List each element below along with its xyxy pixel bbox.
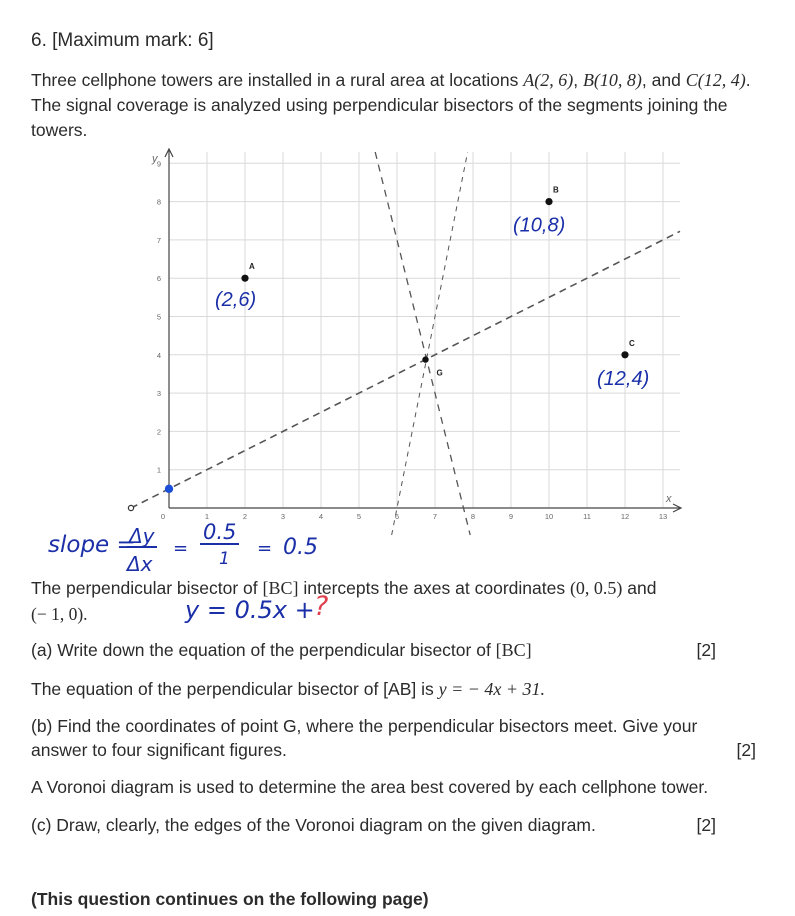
question-number: 6. [31, 30, 47, 51]
y-tick-label: 7 [156, 235, 161, 245]
part-a-segment: [BC] [495, 640, 532, 660]
intercept-point [165, 485, 173, 493]
y-tick-label: 5 [156, 312, 161, 322]
axes [165, 149, 681, 512]
part-a-text: (a) Write down the equation of the perpendicular bisector of [31, 640, 496, 660]
point-b-coord: B(10, 8) [582, 70, 642, 90]
bisector-lines [131, 152, 680, 535]
intro-sep: , [573, 70, 583, 90]
point-b-label: B [553, 185, 559, 195]
part-c-text: (c) Draw, clearly, the edges of the Voronoi diagram on the given diagram. [31, 815, 596, 835]
part-b-text: (b) Find the coordinates of point G, where the perpendicular bisectors meet. Give your answer to four significant figures. [31, 716, 698, 760]
y-tick-label: 3 [156, 389, 161, 399]
y-axis-label: y [152, 153, 158, 165]
part-b-marks: [2] [736, 740, 756, 760]
continues-note: (This question continues on the following page) [31, 889, 429, 909]
slope-dy: Δy [129, 524, 155, 548]
x-tick-label: 1 [204, 512, 210, 521]
part-a [31, 638, 716, 662]
y-tick-label: 8 [156, 197, 161, 207]
point-a [241, 275, 248, 282]
point-c-label: C [629, 338, 635, 348]
x-tick-label: 12 [620, 512, 630, 521]
ab-equation: y = − 4x + 31. [438, 679, 546, 699]
part-a-marks: [2] [696, 640, 716, 660]
intro-text: Three cellphone towers are installed in a rural area at locations [31, 70, 524, 90]
origin-handwritten-circle [128, 505, 133, 510]
intercept-text: The perpendicular bisector of [31, 578, 263, 598]
x-tick-label: 9 [508, 512, 514, 521]
y-tick-label: 4 [156, 350, 161, 360]
slope-label: slope = [48, 532, 136, 558]
x-axis-label: x [666, 493, 672, 505]
point-g-label: G [436, 368, 443, 378]
slope-equals-1: = [173, 538, 189, 559]
point-g [422, 356, 428, 362]
x-tick-label: 5 [356, 512, 362, 521]
handwritten-annotations [215, 215, 649, 390]
ab-statement [31, 677, 545, 701]
handwritten-coord: (10,8) [513, 214, 566, 237]
x-tick-label: 3 [280, 512, 286, 521]
intercept-coord-1: (0, 0.5) [569, 578, 623, 598]
intercept-statement [31, 576, 657, 600]
point-c-coord: C(12, 4) [685, 70, 746, 90]
slope-denominator: 1 [219, 549, 230, 569]
x-tick-label: 4 [318, 512, 324, 521]
y-tick-label: 1 [156, 465, 161, 475]
x-tick-label: 11 [583, 512, 591, 521]
voronoi-statement: A Voronoi diagram is used to determine the area best covered by each cellphone tower. [31, 777, 709, 797]
point-a-label: A [249, 262, 255, 272]
slope-dx: Δx [127, 552, 153, 576]
x-tick-label: 6 [394, 512, 400, 521]
intercept-coord-2: (− 1, 0). [31, 604, 88, 624]
point-b [545, 198, 552, 205]
part-b [31, 714, 756, 762]
part-c-marks: [2] [696, 815, 716, 835]
x-tick-label: 7 [432, 512, 438, 521]
ab-text: The equation of the perpendicular bisector of [AB] is [31, 679, 439, 699]
slope-equals-2: = [257, 538, 273, 559]
intercept-text-3: and [622, 578, 657, 598]
intercept-text-2: intercepts the axes at coordinates [298, 578, 570, 598]
y-tick-label: 6 [156, 274, 161, 284]
intro-sep: , and [641, 70, 686, 90]
handwritten-coord: (12,4) [597, 367, 650, 390]
slope-result: 0.5 [283, 535, 318, 560]
handwritten-question-mark: ? [314, 591, 329, 622]
grid [169, 152, 680, 508]
x-tick-label: 10 [544, 512, 554, 521]
origin-tick-label: 0 [160, 512, 165, 521]
intro-text-2: . The signal coverage is analyzed using perpendicular bisectors of the segments joining the towers. [31, 70, 751, 140]
x-tick-label: 8 [470, 512, 476, 521]
max-mark-label: [Maximum mark: 6] [52, 30, 214, 51]
point-a-coord: A(2, 6) [523, 70, 574, 90]
tick-labels [151, 153, 672, 521]
point-c [621, 351, 628, 358]
segment-bc: [BC] [262, 578, 299, 598]
x-tick-label: 2 [242, 512, 248, 521]
y-tick-label: 2 [156, 427, 161, 437]
handwritten-equation: y = 0.5x + [185, 596, 315, 624]
handwritten-coord: (2,6) [215, 289, 257, 312]
slope-numerator: 0.5 [200, 521, 239, 545]
part-c [31, 813, 716, 837]
x-tick-label: 13 [658, 512, 668, 521]
y-tick-label: 9 [156, 159, 161, 169]
